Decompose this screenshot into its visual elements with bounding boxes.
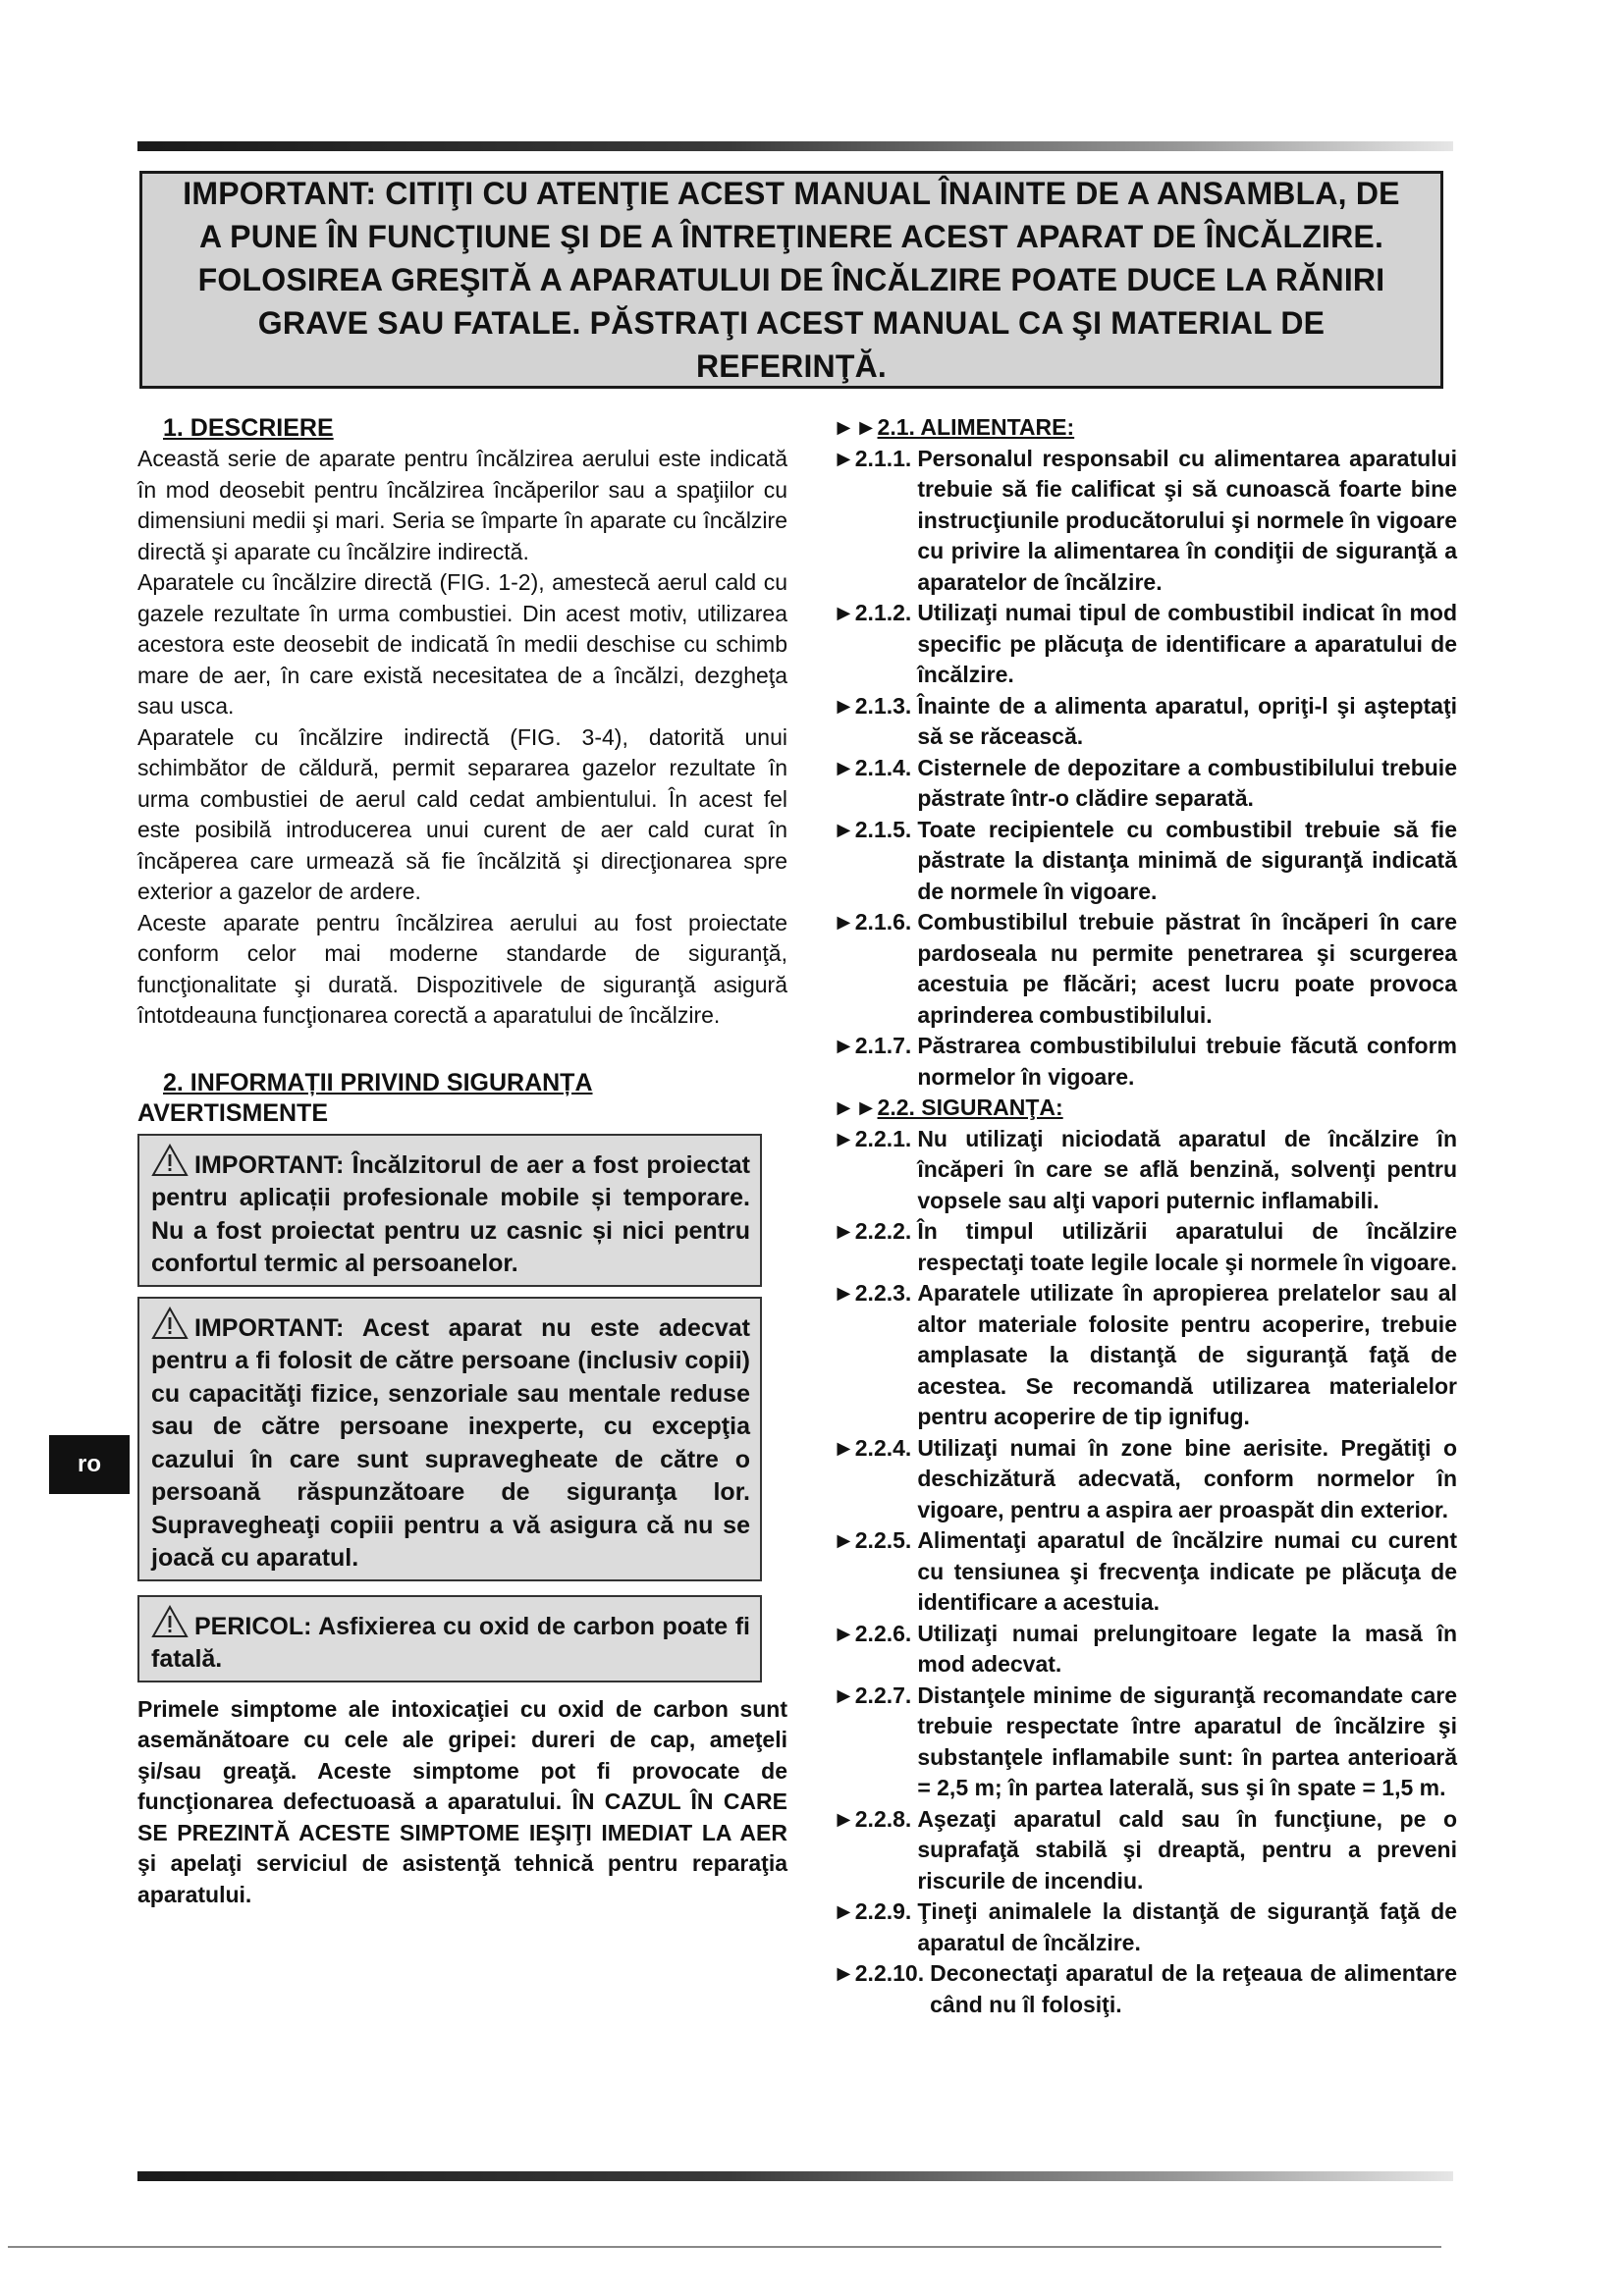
- language-tab: ro: [49, 1435, 130, 1494]
- item-text: Utilizaţi numai în zone bine aerisite. Pregătiţi o deschizătură adecvată, conform normelor în vigoare, pentru a aspira aer proaspăt din exterior.: [917, 1434, 1457, 1522]
- bottom-rule: [137, 2171, 1453, 2181]
- item-text: Ţineţi animalele la distanţă de siguranţă faţă de aparatul de încălzire.: [917, 1898, 1457, 1955]
- item-number: ►2.2.8.: [833, 1805, 912, 1832]
- warning-1-text: IMPORTANT: Încălzitorul de aer a fost proiectat pentru aplicații profesionale mobile și temporare. Nu a fost proiectat pentru uz casnic și nici pentru confortul termic al persoanelor.: [151, 1150, 750, 1277]
- list-item: [833, 691, 1457, 753]
- right-column: [833, 412, 1457, 2020]
- item-text: Aparatele utilizate în apropierea prelatelor sau al altor materiale folosite pentru acoperire, trebuie amplasate la distanţă de siguranţă faţă de acestea. Se recomandă utilizarea materialelor pentru acoperire de tip ignifug.: [917, 1280, 1457, 1429]
- section1-paragraph: Această serie de aparate pentru încălzirea aerului este indicată în mod deosebit pentru încălzirea încăperilor sau a spaţiilor cu dimensiuni medii şi mari. Seria se împarte în aparate cu încălzire directă şi aparate cu încălzire indirectă.: [137, 446, 787, 564]
- list-item: [833, 907, 1457, 1031]
- siguranta-list: [833, 1124, 1457, 2021]
- item-number: ►2.2.3.: [833, 1280, 912, 1306]
- item-text: Deconectaţi aparatul de la reţeaua de alimentare când nu îl folosiţi.: [930, 1960, 1457, 2017]
- double-arrow-marker: ►►: [833, 1095, 878, 1120]
- important-notice-text: IMPORTANT: CITIŢI CU ATENŢIE ACEST MANUAL ÎNAINTE DE A ANSAMBLA, DE A PUNE ÎN FUNCŢIUNE ŞI DE A ÎNTREŢINERE ACEST APARAT DE ÎNCĂLZIRE. FOLOSIREA GREŞITĂ A APARATULUI DE ÎNCĂLZIRE POATE DUCE LA RĂNIRI GRAVE SAU FATALE. PĂSTRAŢI ACEST MANUAL CA ŞI MATERIAL DE REFERINŢĂ.: [183, 176, 1400, 384]
- item-number: ►2.1.5.: [833, 816, 912, 842]
- top-rule: [137, 141, 1453, 151]
- list-item: [833, 1681, 1457, 1804]
- item-text: Alimentaţi aparatul de încălzire numai cu curent cu tensiunea şi frecvenţa indicate pe plăcuţa de identificare a acestuia.: [917, 1527, 1457, 1615]
- list-item: [833, 1433, 1457, 1526]
- list-item: [833, 1216, 1457, 1278]
- warning-triangle-icon: [151, 1605, 189, 1638]
- warning-box-2: [137, 1297, 762, 1581]
- item-number: ►2.1.4.: [833, 754, 912, 780]
- section1-paragraph: Aparatele cu încălzire indirectă (FIG. 3-4), datorită unui schimbător de căldură, permit separarea gazelor rezultate în urma combustiei de aerul cald cedat ambientului. În acest fel este posibilă introducerea unui curent de aer cald curat în încăperea care urmează să fie încălzită şi direcţionarea spre exterior a gazelor de ardere.: [137, 723, 787, 904]
- section1-paragraph: Aceste aparate pentru încălzirea aerului au fost proiectate conform celor mai moderne standarde de siguranţă, funcţionalitate şi durată. Dispozitivele de siguranţă asigură întotdeauna funcţionarea corectă a aparatului de încălzire.: [137, 909, 787, 1028]
- subsection-2-2-title: 2.2. SIGURANŢA:: [877, 1095, 1063, 1120]
- warning-3-text: PERICOL: Asfixierea cu oxid de carbon poate fi fatală.: [151, 1612, 750, 1673]
- alimentare-list: [833, 444, 1457, 1094]
- item-text: Toate recipientele cu combustibil trebuie să fie păstrate la distanţa minimă de siguranţă indicată de normele în vigoare.: [917, 816, 1457, 904]
- item-text: Înainte de a alimenta aparatul, opriţi-l şi aşteptaţi să se răcească.: [917, 692, 1457, 749]
- list-item: [833, 753, 1457, 815]
- item-number: ►2.2.7.: [833, 1682, 912, 1708]
- subsection-2-1-heading: [833, 412, 1457, 444]
- item-number: ►2.2.1.: [833, 1125, 912, 1151]
- item-number: ►2.2.2.: [833, 1218, 912, 1244]
- warning-box-3: [137, 1595, 762, 1682]
- item-text: Combustibilul trebuie păstrat în încăperi în care pardoseala nu permite penetrarea şi scurgerea acestuia pe flăcări; acest lucru poate provoca aprinderea combustibilului.: [917, 909, 1457, 1028]
- item-number: ►2.2.5.: [833, 1527, 912, 1553]
- list-item: [833, 1278, 1457, 1433]
- warning-box-1: [137, 1134, 762, 1287]
- item-number: ►2.1.1.: [833, 445, 912, 471]
- list-item: [833, 1525, 1457, 1619]
- item-number: ►2.1.3.: [833, 692, 912, 719]
- warning-triangle-icon: [151, 1144, 189, 1177]
- list-item: [833, 1804, 1457, 1897]
- item-number: ►2.2.6.: [833, 1620, 912, 1646]
- item-number: ►2.1.2.: [833, 600, 912, 625]
- item-number: ►2.1.6.: [833, 909, 912, 934]
- list-item: [833, 1124, 1457, 1217]
- section1-paragraph: Aparatele cu încălzire directă (FIG. 1-2), amestecă aerul cald cu gazele rezultate în urma combustiei. Din acest motiv, utilizarea acestora este deosebit de indicată în medii deschise cu schimb mare de aer, în care există necesitatea de a încălzi, dezgheţa sau usca.: [137, 569, 787, 719]
- section2-title: 2. INFORMAȚII PRIVIND SIGURANȚA: [163, 1068, 593, 1096]
- list-item: [833, 1619, 1457, 1681]
- list-item: [833, 598, 1457, 691]
- list-item: [833, 1031, 1457, 1093]
- item-text: Personalul responsabil cu alimentarea aparatului trebuie să fie calificat şi să cunoască foarte bine instrucţiunile producătorului şi normele în vigoare cu privire la alimentarea în condiţii de siguranţă a aparatelor de încălzire.: [917, 445, 1457, 595]
- section1-title: 1. DESCRIERE: [163, 414, 334, 442]
- item-text: În timpul utilizării aparatului de încălzire respectaţi toate legile locale şi normele în vigoare.: [917, 1218, 1457, 1275]
- item-number: ►2.2.4.: [833, 1434, 912, 1461]
- warning-triangle-icon: [151, 1307, 189, 1340]
- item-number: ►2.2.10.: [833, 1960, 925, 1986]
- item-text: Păstrarea combustibilului trebuie făcută conform normelor în vigoare.: [917, 1033, 1457, 1090]
- item-text: Distanţele minime de siguranţă recomandate care trebuie respectate între aparatul de încălzire şi substanţele inflamabile sunt: în partea anterioară = 2,5 m; în partea laterală, sus şi în spate = 1,5 m.: [917, 1682, 1457, 1800]
- item-text: Aşezaţi aparatul cald sau în funcţiune, pe o suprafaţă stabilă şi dreaptă, pentru a preveni riscurile de incendiu.: [917, 1805, 1457, 1894]
- list-item: [833, 1958, 1457, 2020]
- subsection-2-1-title: 2.1. ALIMENTARE:: [877, 414, 1075, 440]
- section2-subtitle: AVERTISMENTE: [137, 1098, 328, 1127]
- subsection-2-2-heading: [833, 1093, 1457, 1124]
- item-number: ►2.2.9.: [833, 1898, 912, 1924]
- list-item: [833, 444, 1457, 599]
- item-text: Utilizaţi numai tipul de combustibil indicat în mod specific pe plăcuţa de identificare a aparatului de încălzire.: [917, 600, 1457, 687]
- left-column: [137, 412, 787, 1910]
- item-number: ►2.1.7.: [833, 1033, 912, 1058]
- item-text: Utilizaţi numai prelungitoare legate la masă în mod adecvat.: [917, 1620, 1457, 1677]
- warning-2-text: IMPORTANT: Acest aparat nu este adecvat pentru a fi folosit de către persoane (inclusiv copii) cu capacităţi fizice, senzoriale sau mentale reduse sau de către persoane inexperte, cu excepţia cazului în care sunt supravegheate de către o persoană răspunzătoare de siguranţa lor. Supravegheaţi copiii pentru a vă asigura că nu se joacă cu aparatul.: [151, 1313, 750, 1572]
- co-symptoms-paragraph: Primele simptome ale intoxicaţiei cu oxid de carbon sunt asemănătoare cu cele ale gripei: dureri de cap, ameţeli şi/sau greaţă. Aceste simptome pot fi provocate de funcţionarea defectuoasă a aparatului. ÎN CAZUL ÎN CARE SE PREZINTĂ ACESTE SIMPTOME IEŞIŢI IMEDIAT LA AER şi apelaţi serviciul de asistenţă tehnică pentru reparaţia aparatului.: [137, 1695, 787, 1907]
- list-item: [833, 1896, 1457, 1958]
- item-text: Nu utilizaţi niciodată aparatul de încălzire în încăperi în care se află benzină, solvenţi pentru vopsele sau alţi vapori puternic inflamabili.: [917, 1125, 1457, 1213]
- footer-line: [8, 2246, 1441, 2248]
- double-arrow-marker: ►►: [833, 414, 878, 440]
- list-item: [833, 815, 1457, 908]
- item-text: Cisternele de depozitare a combustibilului trebuie păstrate într-o clădire separată.: [917, 754, 1457, 811]
- important-notice-box: [139, 171, 1443, 389]
